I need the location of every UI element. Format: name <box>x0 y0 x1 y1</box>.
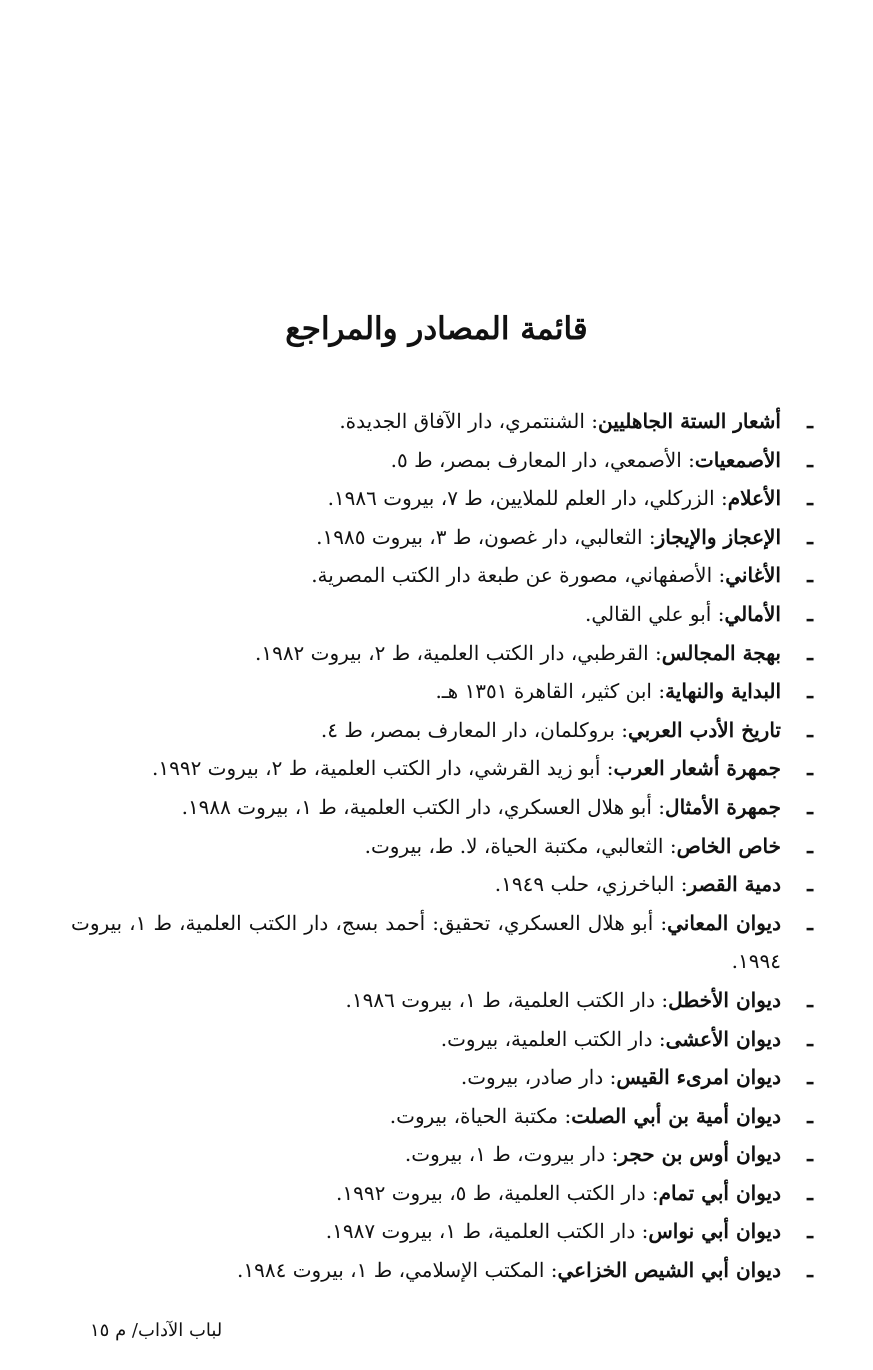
list-dash: ـ <box>807 1065 813 1090</box>
list-dash: ـ <box>807 717 813 742</box>
entry-details: : دار الكتب العلمية، ط ١، بيروت ١٩٨٧. <box>325 1219 649 1244</box>
list-dash: ـ <box>807 447 813 472</box>
entry-title: الأمالي <box>724 601 781 626</box>
entry-title: ديوان أبي تمام <box>658 1180 781 1205</box>
entry-title: الأغاني <box>725 563 781 588</box>
list-item <box>71 1020 813 1059</box>
list-dash: ـ <box>807 486 813 511</box>
entry-details: : دار صادر، بيروت. <box>460 1065 617 1090</box>
entry-details: : الزركلي، دار العلم للملايين، ط ٧، بيروت ١٩٨٦. <box>327 486 728 511</box>
list-item <box>71 865 813 904</box>
page-title: قائمة المصادر والمراجع <box>285 310 588 347</box>
list-dash: ـ <box>807 1026 813 1051</box>
list-item <box>71 556 813 595</box>
list-item <box>71 479 813 518</box>
entry-details: : دار بيروت، ط ١، بيروت. <box>404 1142 619 1167</box>
list-item <box>71 634 813 673</box>
references-list <box>71 402 813 1290</box>
list-item <box>71 904 813 981</box>
list-dash: ـ <box>807 1258 813 1283</box>
entry-title: الإعجاز والإيجاز <box>655 524 781 549</box>
entry-title: جمهرة الأمثال <box>665 794 781 819</box>
list-dash: ـ <box>807 756 813 781</box>
entry-details: : الأصفهاني، مصورة عن طبعة دار الكتب المصرية. <box>311 563 726 588</box>
entry-title: خاص الخاص <box>676 833 781 858</box>
entry-details: : الباخرزي، حلب ١٩٤٩. <box>494 872 688 897</box>
entry-title: ديوان امرىء القيس <box>616 1065 781 1090</box>
entry-title: أشعار الستة الجاهليين <box>597 409 781 433</box>
entry-details: : الثعالبي، دار غصون، ط ٣، بيروت ١٩٨٥. <box>316 524 656 549</box>
list-item <box>71 1135 813 1174</box>
entry-title: البداية والنهاية <box>665 679 781 704</box>
entry-title: تاريخ الأدب العربي <box>628 717 781 742</box>
list-item <box>71 749 813 788</box>
entry-details: : الشنتمري، دار الآفاق الجديدة. <box>339 409 598 433</box>
entry-details: : أبو علي القالي. <box>584 601 725 626</box>
list-dash: ـ <box>807 872 813 897</box>
list-item <box>71 672 813 711</box>
entry-details: : الثعالبي، مكتبة الحياة، لا. ط، بيروت. <box>364 833 677 858</box>
list-item <box>71 518 813 557</box>
list-item <box>71 1251 813 1290</box>
entry-details: : المكتب الإسلامي، ط ١، بيروت ١٩٨٤. <box>237 1258 558 1283</box>
entry-title: ديوان أبي الشيص الخزاعي <box>557 1258 781 1283</box>
list-item <box>71 595 813 634</box>
list-dash: ـ <box>807 833 813 858</box>
list-item <box>71 402 813 441</box>
list-dash: ـ <box>807 563 813 588</box>
entry-details: : أبو هلال العسكري، دار الكتب العلمية، ط ١، بيروت ١٩٨٨. <box>181 794 666 819</box>
list-item <box>71 788 813 827</box>
list-item <box>71 711 813 750</box>
entry-title: ديوان أبي نواس <box>648 1219 781 1244</box>
list-item <box>71 981 813 1020</box>
list-dash: ـ <box>807 1142 813 1167</box>
entry-title: الأعلام <box>727 486 781 511</box>
list-item <box>71 1174 813 1213</box>
list-dash: ـ <box>807 601 813 626</box>
list-dash: ـ <box>807 1219 813 1244</box>
list-dash: ـ <box>807 409 813 433</box>
entry-title: ديوان الأخطل <box>668 987 781 1012</box>
entry-details: : بروكلمان، دار المعارف بمصر، ط ٤. <box>320 717 628 742</box>
list-dash: ـ <box>807 524 813 549</box>
entry-title: ديوان المعاني <box>667 910 782 935</box>
list-dash: ـ <box>807 987 813 1012</box>
list-item <box>71 1212 813 1251</box>
entry-details: : مكتبة الحياة، بيروت. <box>389 1103 572 1128</box>
list-dash: ـ <box>807 910 813 935</box>
entry-title: ديوان أمية بن أبي الصلت <box>571 1103 781 1128</box>
list-dash: ـ <box>807 640 813 665</box>
entry-details: : دار الكتب العلمية، بيروت. <box>440 1026 666 1051</box>
entry-details: : أبو هلال العسكري، تحقيق: أحمد بسج، دار الكتب العلمية، ط ١، بيروت ١٩٩٤. <box>71 910 781 974</box>
list-item <box>71 1058 813 1097</box>
list-dash: ـ <box>807 1180 813 1205</box>
entry-details: : دار الكتب العلمية، ط ١، بيروت ١٩٨٦. <box>345 987 669 1012</box>
list-dash: ـ <box>807 1103 813 1128</box>
list-dash: ـ <box>807 794 813 819</box>
entry-title: جمهرة أشعار العرب <box>613 756 781 781</box>
entry-title: الأصمعيات <box>694 447 781 472</box>
list-item <box>71 827 813 866</box>
entry-details: : دار الكتب العلمية، ط ٥، بيروت ١٩٩٢. <box>336 1180 659 1205</box>
list-item <box>71 1097 813 1136</box>
entry-details: : القرطبي، دار الكتب العلمية، ط ٢، بيروت ١٩٨٢. <box>254 640 662 665</box>
entry-title: دمية القصر <box>687 872 781 897</box>
list-dash: ـ <box>807 679 813 704</box>
entry-title: بهجة المجالس <box>661 640 781 665</box>
entry-title: ديوان الأعشى <box>665 1026 781 1051</box>
list-item <box>71 441 813 480</box>
entry-details: : الأصمعي، دار المعارف بمصر، ط ٥. <box>390 447 695 472</box>
page-footer: لباب الآداب/ م ١٥ <box>90 1320 223 1341</box>
entry-details: : أبو زيد القرشي، دار الكتب العلمية، ط ٢، بيروت ١٩٩٢. <box>152 756 614 781</box>
entry-details: : ابن كثير، القاهرة ١٣٥١ هـ. <box>435 679 666 704</box>
entry-title: ديوان أوس بن حجر <box>618 1142 781 1167</box>
